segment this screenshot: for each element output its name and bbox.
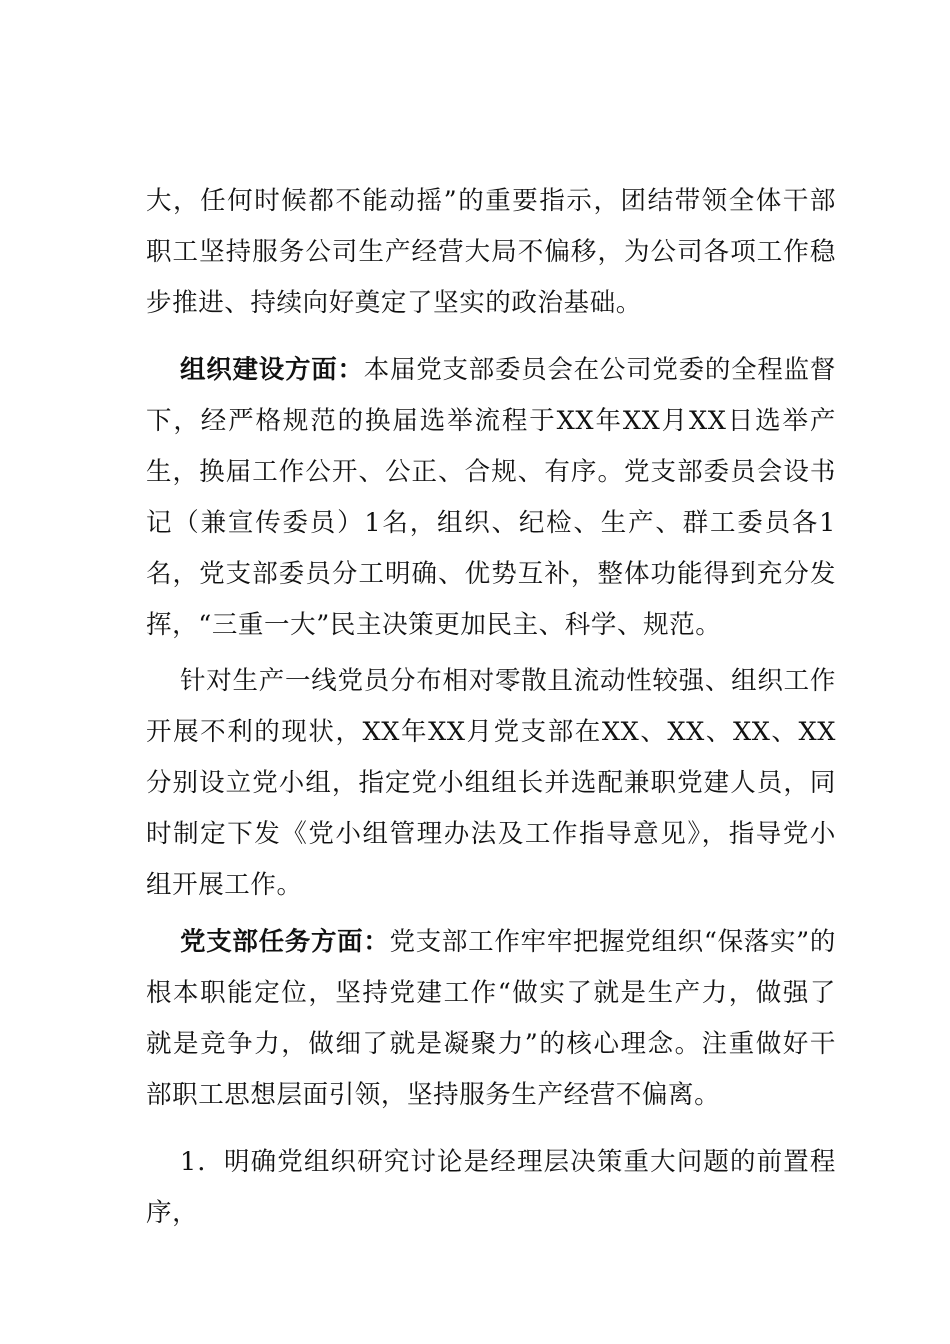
paragraph-numbered-item bbox=[146, 1137, 836, 1239]
paragraph-text: 本届党支部委员会在公司党委的全程监督下，经严格规范的换届选举流程于XX年XX月XX日选举产生，换届工作公开、公正、合规、有序。党支部委员会设书记（兼宣传委员）1名，组织、纪检、生产、群工委员各1名，党支部委员分工明确、优势互补，整体功能得到充分发挥，“三重一大”民主决策更加民主、科学、规范。 bbox=[146, 355, 836, 640]
paragraph-continuation bbox=[146, 176, 836, 329]
paragraph-text: 针对生产一线党员分布相对零散且流动性较强、组织工作开展不利的现状，XX年XX月党支部在XX、XX、XX、XX分别设立党小组，指定党小组组长并选配兼职党建人员，同时制定下发《党小组管理办法及工作指导意见》，指导党小组开展工作。 bbox=[146, 666, 836, 900]
paragraph-organization-building bbox=[146, 345, 836, 651]
paragraph-text: 1．明确党组织研究讨论是经理层决策重大问题的前置程序， bbox=[146, 1147, 836, 1228]
paragraph-branch-tasks bbox=[146, 917, 836, 1121]
section-heading: 组织建设方面： bbox=[180, 355, 364, 385]
section-heading: 党支部任务方面： bbox=[180, 927, 390, 957]
paragraph-party-groups bbox=[146, 656, 836, 911]
paragraph-text: 大，任何时候都不能动摇”的重要指示，团结带领全体干部职工坚持服务公司生产经营大局不偏移，为公司各项工作稳步推进、持续向好奠定了坚实的政治基础。 bbox=[146, 186, 836, 318]
paragraph-text: 党支部工作牢牢把握党组织“保落实”的根本职能定位，坚持党建工作“做实了就是生产力，做强了就是竞争力，做细了就是凝聚力”的核心理念。注重做好干部职工思想层面引领，坚持服务生产经营不偏离。 bbox=[146, 927, 836, 1110]
